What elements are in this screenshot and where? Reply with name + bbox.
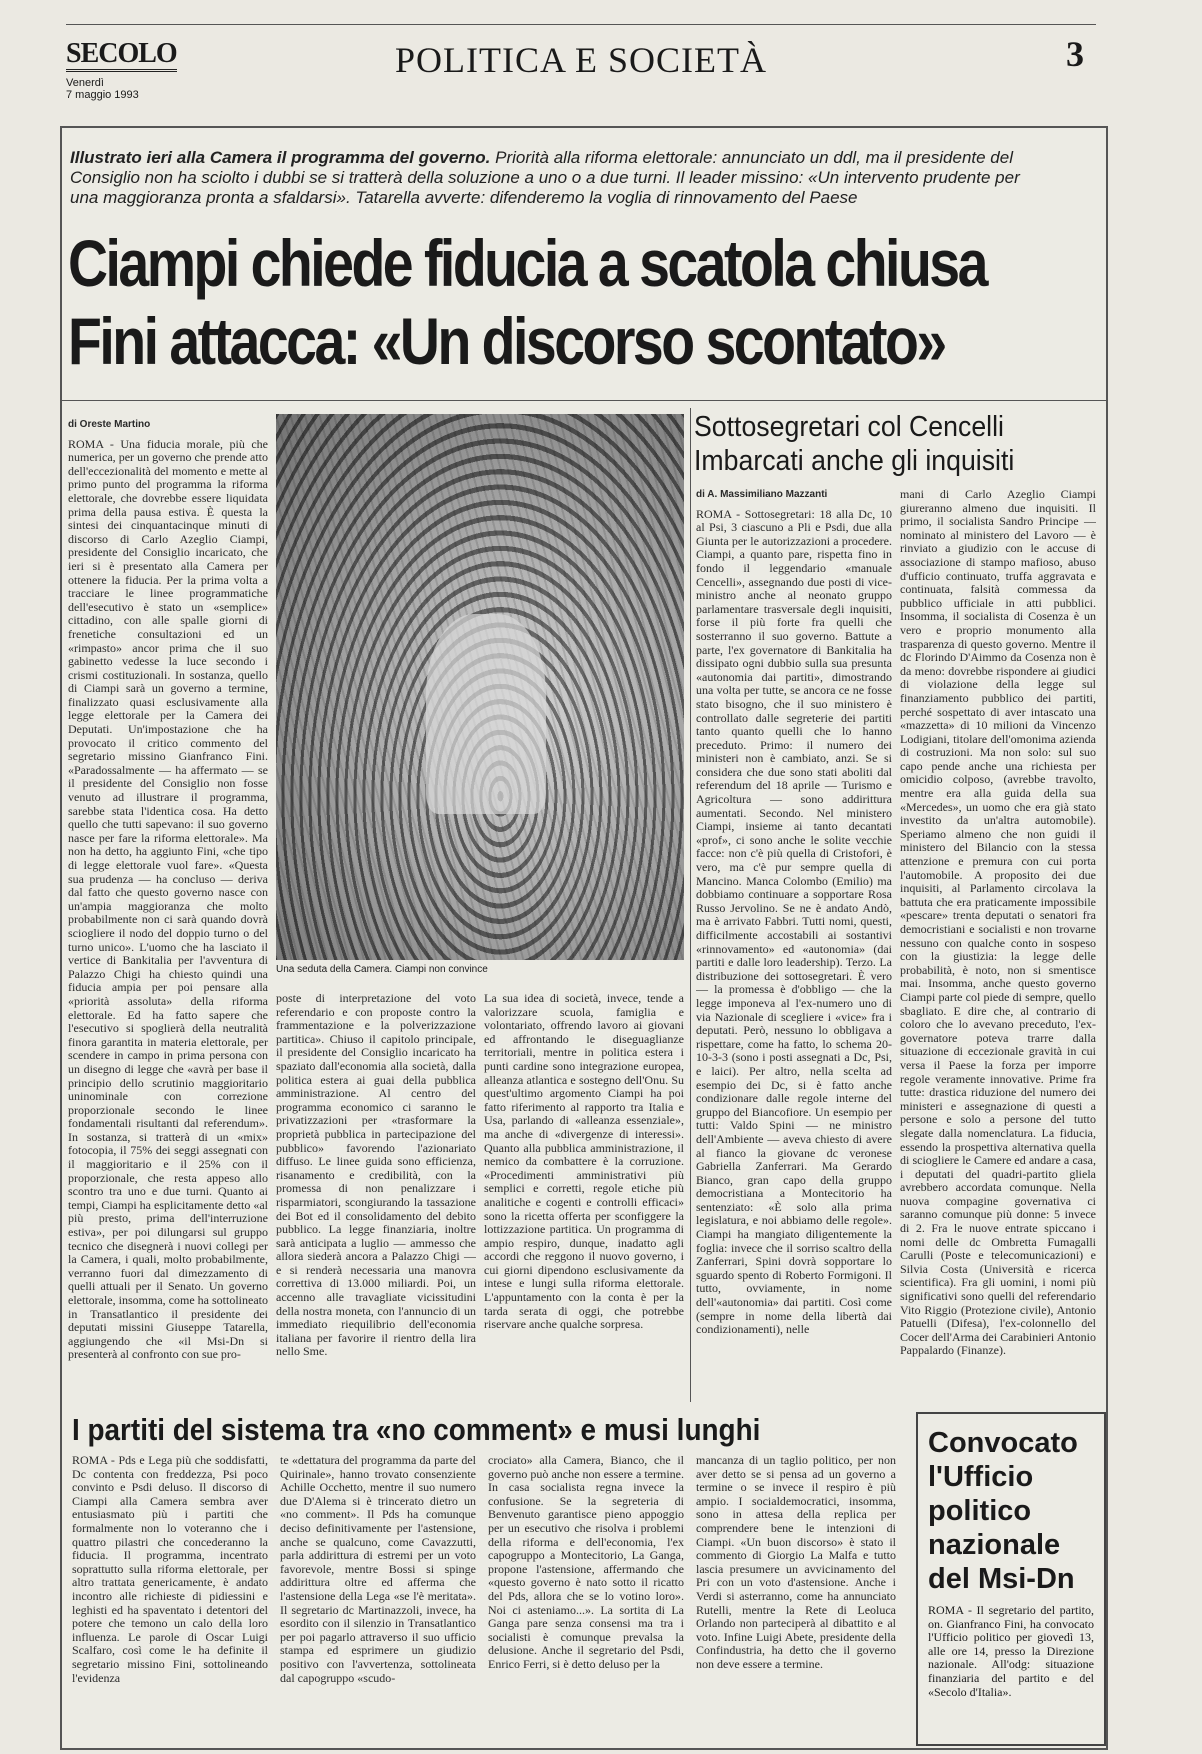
photo-chamber-session	[276, 414, 684, 960]
sidebar-column-2: mani di Carlo Azeglio Ciampi giureranno almeno due inquisiti. Il primo, il socialista Sandro Principe — nominato al ministero del Lavoro — è rinviato a giudizio con le accuse di associazione di stampo mafioso, abuso d'ufficio continuato, truffa aggravata e continuata, falsità commessa da pubblico ufficiale in atti pubblici. Insomma, il socialista di Cosenza è un vero e proprio monumento alla trasparenza di questo governo. Mentre il dc Florindo D'Aimmo da Cosenza non è da meno: dovrebbe rispondere ai giudici di violazione della legge sul finanziamento pubblico dei partiti, perché sospettato di aver intascato una «mazzetta» di 10 milioni da Vincenzo Lodigiani, titolare dell'omonima azienda di costruzioni. Ma non solo: sul suo capo pende anche una richiesta per omicidio colposo, (avrebbe travolto, mentre era alla guida della sua «Mercedes», un uomo che era già stato investito da un'altra automobile). Speriamo almeno che non guidi il ministero del Bilancio con la stessa attenzione e premura con cui porta l'automobile. A proposito dei due inquisiti, al Parlamento circolava la battuta che era praticamente impossibile «pescare» trenta deputati o senatori fra democristiani e socialisti e non trovarne nessuno con qualche conto in sospeso con la giustizia: la legge delle probabilità, è noto, non si smentisce mai. Insomma, anche questo governo Ciampi parte col piede di sempre, quello sbagliato. E dire che, al contrario di coloro che lo avevano preceduto, l'ex-governatore poteva trarre dalla situazione di eccezionale gravità in cui versa il Paese la forza per imporre regole veramente innovative. Prime fra tutte: drastica riduzione del numero dei ministeri e assegnazione di questi a persone e solo a persone del tutto slegate dalla nomenclatura. La fiducia, essendo la prospettiva alternativa quella di sciogliere le Camere ed andare a casa, i deputati del quadri-partito gliela avrebbero accordata comunque. Nella nuova compagine governativa ci saranno comunque più donne: 5 invece di 2. Fra le nuove entrate spiccano i nomi delle dc Ombretta Fumagalli Carulli (Poste e telecomunicazioni) e Silvia Costa (Università e ricerca scientifica). Fra gli uomini, i nomi più significativi sono quelli del referendario Vito Riggio (Protezione civile), Antonio Patuelli (Difesa), l'ex-colonnello del Cocer dell'Arma dei Carabinieri Antonio Pappalardo (Finanze).	[900, 488, 1096, 1358]
kicker	[70, 148, 1030, 208]
notice-box	[916, 1412, 1106, 1746]
sidebar-headline-1: Sottosegretari col Cencelli	[694, 411, 1004, 443]
photo-caption: Una seduta della Camera. Ciampi non convince	[276, 964, 488, 975]
sidebar-byline: di A. Massimiliano Mazzanti	[696, 489, 828, 500]
main-headline	[68, 224, 986, 380]
sidebar-column-1-text: ROMA - Sottosegretari: 18 alla Dc, 10 al Psi, 3 ciascuno a Pli e Psdi, due alla Giunta per le autorizzazioni a procedere. Ciampi, a quanto pare, rispetta fino in fondo il leggendario «manuale Cencelli», assegnando due posti di vice-ministro anche al neonato gruppo parlamentare trasversale degli inquisiti, forse il più forte fra quelli che sosterranno il suo governo. Battute a parte, l'ex governatore di Bankitalia ha dissipato ogni dubbio sulla sua presunta «autonomia dai partiti», dimostrando una volta per tutte, se ancora ce ne fosse stato bisogno, che il suo ministero è controllato dalle segreterie dei partiti tanto quanto quelli che lo hanno preceduto. Primo: il numero dei ministeri non è cambiato, anzi. Se si considera che due sono stati aboliti dal referendum del 18 aprile — Turismo e Agricoltura — sono addirittura aumentati. Secondo. Nel ministero Ciampi, insieme ai tanto decantati «prof», ci sono anche le solite vecchie facce: non c'è più quella di Cristofori, è vero, ma c'è pur sempre quella di Mancino. Manca Colombo (Emilio) ma dobbiamo continuare a sopportare Rosa Russo Jervolino. Se ne è andato Andò, ma è arrivato Fabbri. Tutti nomi, questi, difficilmente accostabili ai sostantivi «rinnovamento» ed «autonomia» (dai partiti e dalle loro leadership). Terzo. La distribuzione dei sottosegretari. È vero — la promessa è d'obbligo — che la legge imponeva al l'ex-numero uno di via Nazionale di scegliere i «vice» fra i deputati. Però, nessuno lo obbligava a rispettare, come ha fatto, lo schema 20-10-3-3 (sono i posti assegnati a Dc, Psi, e laici). Per altro, nella scelta ad esempio dei Dc, si è fatto anche condizionare dalle regole interne del gruppo del Biancofiore. Un esempio per tutti: Valdo Spini — ne ministro dell'Ambiente — aveva chiesto di avere al fianco la giovane dc veronese Gabriella Zanferrari. Ma Gerardo Bianco, gran capo della gruppo democristiana a Montecitorio ha sentenziato: «È solo alla prima legislatura, e noi abbiamo delle regole». Ciampi ha mangiato diligentemente la foglia: invece che il sorriso scaltro della Zanferrari, Spini dovrà sopportare lo sguardo spento di Roberto Formigoni. Il tutto, ovviamente, in nome dell'«autonomia» dai partiti. Così come (sempre in nome della libertà dai condizionamenti), nelle	[696, 506, 892, 1337]
page-number: 3	[1066, 34, 1084, 74]
headline-line-1: Ciampi chiede fiducia a scatola chiusa	[68, 226, 986, 300]
main-column-1	[68, 418, 268, 1398]
sidebar-divider	[690, 408, 691, 1402]
main-article-frame	[60, 126, 1108, 1410]
bottom-column-2: te «dettatura del programma da parte del Quirinale», hanno trovato consenziente Achille Occhetto, mentre il suo numero due D'Alema si è trincerato dietro un «no comment». Il Pds ha comunque deciso definitivamente per l'astensione, anche se qualcuno, come Cavazzutti, parla addirittura di estremi per un voto favorevole, mentre Bossi si spinge addirittura oltre ed afferma che l'astensione della Lega «se l'è meritata». Il segretario dc Martinazzoli, invece, ha esordito con il silenzio in Transatlantico per poi pagarlo attraverso il suo ufficio stampa ed esprimere un giudizio positivo con l'avvertenza, sottolineata dal capogruppo «scudo-	[280, 1454, 476, 1685]
main-column-3: La sua idea di società, invece, tende a valorizzare scuola, famiglia e volontariato, offrendo lavoro ai giovani ed affrontando le diseguaglianze territoriali, mentre in politica estera i punti cardine sono integrazione europea, alleanza atlantica e sostegno dell'Onu. Su quest'ultimo argomento Ciampi ha poi fatto riferimento al rapporto tra Italia e Usa, parlando di «alleanza essenziale», ma anche di «divergenze di interessi». Quanto alla pubblica amministrazione, il nemico da combattere è la corruzione. «Procedimenti amministrativi più semplici e corretti, regole etiche più analitiche e cogenti e controlli efficaci» sono la ricetta offerta per sconfiggere la lottizzazione partitica. Un programma di ampio respiro, dunque, inadatto agli accordi che reggono il nuovo governo, i cui giorni dipendono esclusivamente da intese e lungi sulla riforma elettorale. L'appuntamento con la conta è per la tarda serata di oggi, che potrebbe riservare anche qualche sorpresa.	[484, 992, 684, 1332]
sidebar-headline-2: Imbarcati anche gli inquisiti	[694, 445, 1015, 477]
sidebar-headline	[694, 410, 1062, 478]
section-title: POLITICA E SOCIETÀ	[395, 40, 767, 80]
weekday: Venerdì	[66, 77, 104, 89]
main-byline: di Oreste Martino	[68, 419, 151, 430]
headline-line-2: Fini attacca: «Un discorso scontato»	[68, 304, 945, 378]
kicker-text: Priorità alla riforma elettorale: annunciato un ddl, ma il presidente del Consiglio non ha sciolto i dubbi se si tratterà della soluzione a uno o a due turni. Il leader missino: «Un intervento prudente per una maggioranza pronta a sfaldarsi». Tatarella avverte: difenderemo la voglia di rinnovamento del Paese	[70, 148, 1020, 207]
newspaper-logo: SECOLO	[66, 39, 177, 72]
kicker-bold: Illustrato ieri alla Camera il programma del governo.	[70, 148, 491, 167]
bottom-column-3: crociato» alla Camera, Bianco, che il governo può anche non essere a termine. In casa socialista regna invece la confusione. Se la segreteria di Benvenuto garantisce pieno appoggio per un esecutivo che risolva i problemi della riforma e dell'economia, l'ex capogruppo a Montecitorio, La Ganga, propone l'astensione, affermando che «questo governo è nato sotto il ricatto del Pds, allora che se lo votino loro». Noi ci asteniamo...». La sortita di La Ganga pare senza consensi ma tra i socialisti è comunque prevalsa la delusione. Anche il segretario del Psdi, Enrico Ferri, si è detto deluso per la	[488, 1454, 684, 1671]
main-column-2: poste di interpretazione del voto referendario e con proposte contro la frammentazione e la polverizzazione partitica». Chiuso il capitolo principale, il presidente del Consiglio incaricato ha spaziato dall'economia alla società, dalla politica estera ai guai della pubblica amministrazione. Al centro del programma economico ci saranno le privatizzazioni per «trasformare la proprietà pubblica in partecipazione del pubblico» favorendo l'azionariato diffuso. Le linee guida sono efficienza, risanamento e credibilità, con la promessa di non penalizzare i risparmiatori, scongiurando la tassazione dei Bot ed il consolidamento del debito pubblico. La legge finanziaria, inoltre sarà anticipata a luglio — ammesso che allora siederà ancora a Palazzo Chigi — e si renderà necessaria una manovra correttiva di 13.000 miliardi. Poi, un accenno alle travagliate vicissitudini della nostra moneta, con l'annuncio di un immediato riequilibrio dell'economia italiana per favorire il rientro della lira nello Sme.	[276, 992, 476, 1359]
bottom-article-frame	[60, 1404, 1108, 1750]
bottom-column-4: mancanza di un taglio politico, per non aver detto se si pensa ad un governo a termine o se invece il respiro è più ampio. I socialdemocratici, insomma, sono in attesa della replica per comprendere bene le intenzioni di Ciampi. «Un buon discorso» è stato il commento di Giorgio La Malfa e tutto lascia presumere un avvicinamento del Pri con un voto d'astensione. Anche i Verdi si asterranno, come ha annunciato Rutelli, mentre la Rete di Leoluca Orlando non parteciperà al dibattito e al voto. Infine Luigi Abete, presidente della Confindustria, ha detto che il governo non deve essere a termine.	[696, 1454, 896, 1671]
bottom-headline: I partiti del sistema tra «no comment» e musi lunghi	[72, 1412, 761, 1447]
masthead	[66, 24, 1096, 103]
bottom-column-1: ROMA - Pds e Lega più che soddisfatti, Dc contenta con freddezza, Psi poco convinto e Psdi deluso. Il discorso di Ciampi alla Camera sembra aver entusiasmato più i partiti che formalmente non lo voteranno che i quattro pilastri che concederanno la fiducia. Il programma, incentrato soprattutto sulla riforma elettorale, per altro trattata genericamente, è andato incontro alle richieste di pidiessini e leghisti ed ha spaventato i detentori del potere che temono un calo della loro influenza. Le parole di Oscar Luigi Scalfaro, così come le ha definite il segretario missino Fini, sottolineando l'evidenza	[72, 1454, 268, 1685]
date: 7 maggio 1993	[66, 89, 139, 101]
notice-text: ROMA - Il segretario del partito, on. Gianfranco Fini, ha convocato l'Ufficio politico per giovedì 13, alle ore 14, presso la Direzione nazionale. All'odg: situazione finanziaria del partito e del «Secolo d'Italia».	[928, 1603, 1094, 1699]
notice-headline: Convocato l'Ufficio politico nazionale del Msi-Dn	[928, 1427, 1078, 1595]
main-column-1-text: ROMA - Una fiducia morale, più che numerica, per un governo che prende atto dell'eccezionalità del momento e mette al primo punto del programma la riforma elettorale, che dovrebbe essere liquidata prima della pausa estiva. È questa la sintesi dei cinquantacinque minuti di discorso di Carlo Azeglio Ciampi, presidente del Consiglio incaricato, che ieri si è presentato alla Camera per ottenere la fiducia. Per la prima volta a tracciare le linee programmatiche dell'esecutivo è stato un «semplice» cittadino, con alle spalle giorni di frenetiche consultazioni ed un «rimpasto» ancor prima che il suo gabinetto vedesse la luce secondo i crismi costituzionali. In sostanza, quello di Ciampi sarà un governo a termine, finalizzato quasi esclusivamente alla legge elettorale per la Camera dei Deputati. Un'impostazione che ha provocato il critico commento del segretario missino Gianfranco Fini. «Paradossalmente — ha affermato — se il presidente del Consiglio non fosse venuto ad illustrare il programma, sarebbe stata l'identica cosa. Ha detto quello che tutti sapevano: il suo governo nasce per fare la riforma elettorale». Ma non ha detto, ha aggiunto Fini, «che tipo di legge elettorale vuol fare». «Questa sua prudenza — ha concluso — deriva dal fatto che questo governo nasce con un'ampia maggioranza che molto probabilmente non ci sarà quando dovrà sciogliere il nodo del doppio turno o del turno unico». L'uomo che ha lasciato il vertice di Bankitalia per l'avventura di Palazzo Chigi ha chiesto quindi una fiducia ampia per poi pensare alla «priorità assoluta» della riforma elettorale. Ed ha fatto sapere che l'esecutivo si spoglierà della neutralità finora garantita in materia elettorale, per scendere in campo in prima persona con un disegno di legge che «avrà per base il principio dello scrutinio maggioritario uninominale con correzione proporzionale secondo le linee fondamentali risultanti dal referendum». In sostanza, si tratterà di un «mix» fotocopia, il 75% dei seggi assegnati con il maggioritario e il 25% con il proporzionale, che resta appeso allo scontro tra uno e due turni. Quanto ai tempi, Ciampi ha esplicitamente detto «al più presto, prima dell'interruzione estiva», per poi dilungarsi sul gruppo tecnico che disegnerà i nuovi collegi per la Camera, i quali, molto probabilmente, verranno fuori dal dimezzamento di quelli attuali per il Senato. Un governo elettorale, insomma, come ha sottolineato in Transatlantico il presidente dei deputati missini Giuseppe Tatarella, aggiungendo che «il Msi-Dn si presenterà al confronto con sue pro-	[68, 436, 268, 1362]
divider	[62, 400, 1106, 401]
sidebar-column-1	[696, 488, 892, 1402]
